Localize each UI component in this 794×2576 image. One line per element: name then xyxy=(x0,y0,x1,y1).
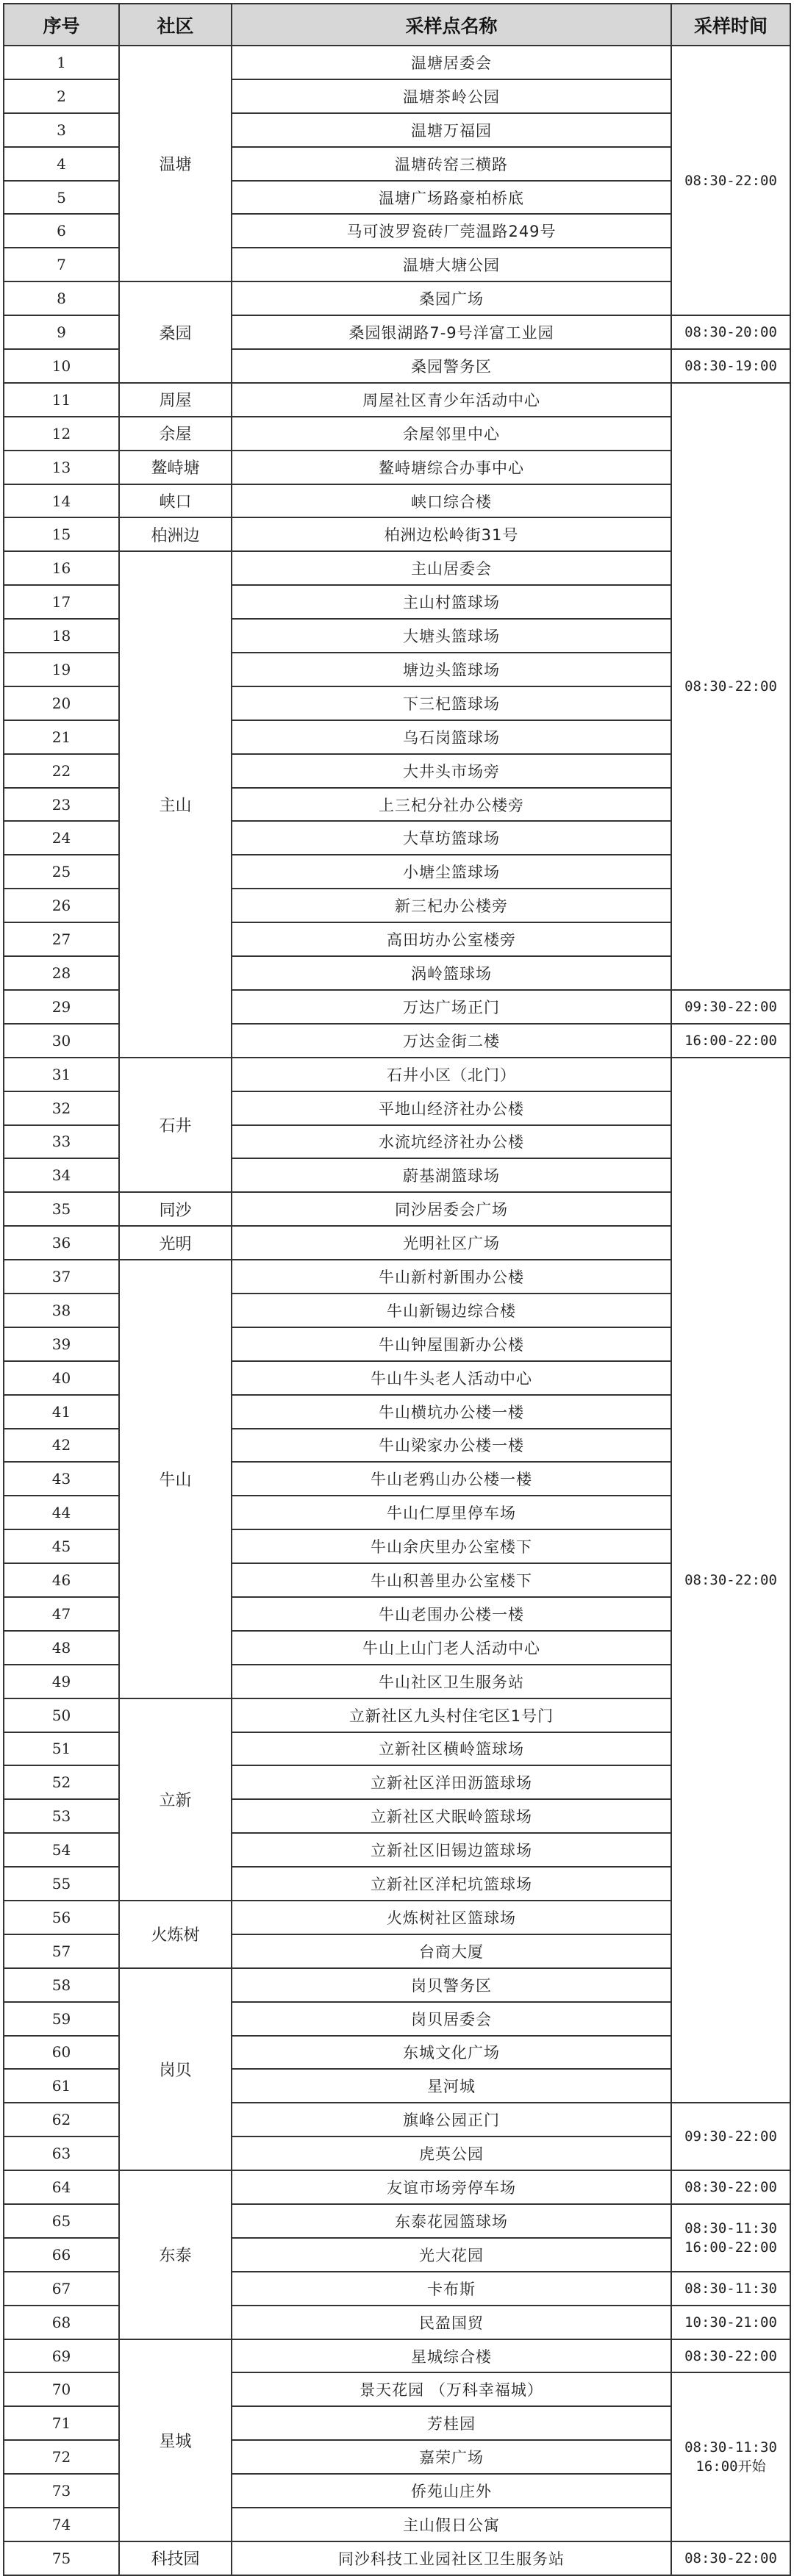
community-cell: 余屋 xyxy=(119,417,232,451)
row-number: 43 xyxy=(4,1462,119,1496)
row-number: 9 xyxy=(4,315,119,349)
row-number: 38 xyxy=(4,1294,119,1327)
row-number: 5 xyxy=(4,181,119,215)
row-number: 1 xyxy=(4,46,119,79)
header-community: 社区 xyxy=(119,4,232,46)
row-number: 72 xyxy=(4,2440,119,2474)
row-number: 53 xyxy=(4,1799,119,1833)
row-number: 22 xyxy=(4,754,119,788)
site-name: 温塘广场路豪柏桥底 xyxy=(232,181,671,215)
row-number: 37 xyxy=(4,1260,119,1294)
row-number: 21 xyxy=(4,720,119,754)
community-cell: 柏洲边 xyxy=(119,517,232,551)
site-name: 温塘砖窑三横路 xyxy=(232,147,671,181)
sampling-time-text: 08:30-22:00 xyxy=(684,172,777,189)
row-number: 33 xyxy=(4,1125,119,1159)
sampling-time-cell xyxy=(671,2204,790,2272)
site-name: 牛山新村新围办公楼 xyxy=(232,1260,671,1294)
row-number: 23 xyxy=(4,788,119,822)
community-cell: 岗贝 xyxy=(119,1968,232,2170)
table-row xyxy=(4,2339,790,2373)
sampling-time-text: 09:30-22:00 xyxy=(684,998,777,1015)
site-name: 余屋邻里中心 xyxy=(232,417,671,451)
site-name: 牛山老围办公楼一楼 xyxy=(232,1597,671,1631)
row-number: 65 xyxy=(4,2204,119,2238)
site-name: 石井小区（北门） xyxy=(232,1058,671,1091)
row-number: 47 xyxy=(4,1597,119,1631)
sampling-time-text: 08:30-22:00 xyxy=(684,1572,777,1589)
site-name: 立新社区旧锡边篮球场 xyxy=(232,1833,671,1867)
site-name: 塘边头篮球场 xyxy=(232,653,671,686)
site-name: 温塘万福园 xyxy=(232,113,671,147)
site-name: 牛山新锡边综合楼 xyxy=(232,1294,671,1327)
site-name: 桑园警务区 xyxy=(232,349,671,383)
site-name: 温塘大塘公园 xyxy=(232,248,671,281)
table-row xyxy=(4,2170,790,2204)
row-number: 75 xyxy=(4,2541,119,2575)
site-name: 温塘茶岭公园 xyxy=(232,79,671,113)
site-name: 牛山横坑办公楼一楼 xyxy=(232,1395,671,1429)
sampling-sites-sheet xyxy=(3,3,790,2576)
site-name: 主山居委会 xyxy=(232,551,671,585)
site-name: 柏洲边松岭街31号 xyxy=(232,517,671,551)
site-name: 涡岭篮球场 xyxy=(232,956,671,990)
community-cell: 科技园 xyxy=(119,2541,232,2575)
site-name: 牛山上山门老人活动中心 xyxy=(232,1631,671,1665)
site-name: 光明社区广场 xyxy=(232,1226,671,1260)
row-number: 62 xyxy=(4,2103,119,2136)
row-number: 69 xyxy=(4,2339,119,2373)
row-number: 2 xyxy=(4,79,119,113)
sampling-time-cell xyxy=(671,2541,790,2575)
site-name: 卡布斯 xyxy=(232,2272,671,2306)
site-name: 下三杞篮球场 xyxy=(232,686,671,720)
sampling-time-text: 16:00-22:00 xyxy=(684,1032,777,1049)
site-name: 侨苑山庄外 xyxy=(232,2474,671,2508)
table-row xyxy=(4,46,790,79)
sampling-time-cell xyxy=(671,2306,790,2339)
row-number: 68 xyxy=(4,2306,119,2339)
site-name: 旗峰公园正门 xyxy=(232,2103,671,2136)
site-name: 牛山牛头老人活动中心 xyxy=(232,1361,671,1395)
sampling-time-cell xyxy=(671,2170,790,2204)
site-name: 牛山老鸦山办公楼一楼 xyxy=(232,1462,671,1496)
row-number: 58 xyxy=(4,1968,119,2002)
site-name: 牛山社区卫生服务站 xyxy=(232,1665,671,1698)
sampling-time-text: 08:30-22:00 xyxy=(684,2347,777,2364)
row-number: 42 xyxy=(4,1429,119,1463)
site-name: 立新社区九头村住宅区1号门 xyxy=(232,1698,671,1732)
header-site: 采样点名称 xyxy=(232,4,671,46)
row-number: 44 xyxy=(4,1496,119,1529)
community-cell: 温塘 xyxy=(119,46,232,281)
community-cell: 牛山 xyxy=(119,1260,232,1698)
community-cell: 立新 xyxy=(119,1698,232,1901)
site-name: 民盈国贸 xyxy=(232,2306,671,2339)
row-number: 31 xyxy=(4,1058,119,1091)
row-number: 3 xyxy=(4,113,119,147)
row-number: 61 xyxy=(4,2069,119,2103)
site-name: 温塘居委会 xyxy=(232,46,671,79)
row-number: 19 xyxy=(4,653,119,686)
row-number: 24 xyxy=(4,821,119,855)
sampling-time-text: 08:30-11:30 xyxy=(684,2280,777,2297)
site-name: 立新社区洋杞坑篮球场 xyxy=(232,1867,671,1901)
site-name: 峡口综合楼 xyxy=(232,484,671,518)
community-cell: 峡口 xyxy=(119,484,232,518)
row-number: 7 xyxy=(4,248,119,281)
header-seq: 序号 xyxy=(4,4,119,46)
row-number: 41 xyxy=(4,1395,119,1429)
sampling-time-cell xyxy=(671,2272,790,2306)
row-number: 18 xyxy=(4,619,119,653)
row-number: 64 xyxy=(4,2170,119,2204)
site-name: 马可波罗瓷砖厂莞温路249号 xyxy=(232,214,671,248)
site-name: 嘉荣广场 xyxy=(232,2440,671,2474)
site-name: 火炼树社区篮球场 xyxy=(232,1901,671,1934)
row-number: 50 xyxy=(4,1698,119,1732)
row-number: 12 xyxy=(4,417,119,451)
header-row xyxy=(4,4,790,46)
row-number: 25 xyxy=(4,855,119,889)
site-name: 上三杞分社办公楼旁 xyxy=(232,788,671,822)
row-number: 74 xyxy=(4,2508,119,2541)
site-name: 岗贝居委会 xyxy=(232,2002,671,2036)
row-number: 28 xyxy=(4,956,119,990)
table-row xyxy=(4,2541,790,2575)
site-name: 桑园广场 xyxy=(232,281,671,315)
site-name: 立新社区横岭篮球场 xyxy=(232,1732,671,1766)
sampling-time-text: 08:30-20:00 xyxy=(684,324,777,341)
site-name: 虎英公园 xyxy=(232,2136,671,2170)
sampling-time-text: 08:30-22:00 xyxy=(684,2179,777,2196)
row-number: 39 xyxy=(4,1327,119,1361)
sampling-time-text: 16:00-22:00 xyxy=(684,2239,777,2256)
site-name: 岗贝警务区 xyxy=(232,1968,671,2002)
community-cell: 星城 xyxy=(119,2339,232,2541)
row-number: 57 xyxy=(4,1934,119,1968)
site-name: 周屋社区青少年活动中心 xyxy=(232,383,671,417)
site-name: 牛山梁家办公楼一楼 xyxy=(232,1429,671,1463)
site-name: 鳌峙塘综合办事中心 xyxy=(232,451,671,484)
community-cell: 鳌峙塘 xyxy=(119,451,232,484)
sampling-time-cell xyxy=(671,46,790,315)
site-name: 新三杞办公楼旁 xyxy=(232,889,671,922)
row-number: 4 xyxy=(4,147,119,181)
row-number: 55 xyxy=(4,1867,119,1901)
site-name: 蔚基湖篮球场 xyxy=(232,1158,671,1192)
site-name: 大井头市场旁 xyxy=(232,754,671,788)
row-number: 60 xyxy=(4,2036,119,2070)
site-name: 主山假日公寓 xyxy=(232,2508,671,2541)
site-name: 平地山经济社办公楼 xyxy=(232,1091,671,1125)
sampling-time-cell xyxy=(671,990,790,1024)
row-number: 15 xyxy=(4,517,119,551)
site-name: 小塘尘篮球场 xyxy=(232,855,671,889)
site-name: 高田坊办公室楼旁 xyxy=(232,922,671,956)
site-name: 芳桂园 xyxy=(232,2406,671,2440)
community-cell: 石井 xyxy=(119,1058,232,1193)
row-number: 54 xyxy=(4,1833,119,1867)
row-number: 59 xyxy=(4,2002,119,2036)
site-name: 台商大厦 xyxy=(232,1934,671,1968)
community-cell: 光明 xyxy=(119,1226,232,1260)
site-name: 同沙科技工业园社区卫生服务站 xyxy=(232,2541,671,2575)
site-name: 主山村篮球场 xyxy=(232,585,671,619)
community-cell: 主山 xyxy=(119,551,232,1057)
row-number: 48 xyxy=(4,1631,119,1665)
row-number: 63 xyxy=(4,2136,119,2170)
community-cell: 同沙 xyxy=(119,1192,232,1226)
row-number: 8 xyxy=(4,281,119,315)
row-number: 40 xyxy=(4,1361,119,1395)
site-name: 立新社区洋田沥篮球场 xyxy=(232,1765,671,1799)
community-cell: 东泰 xyxy=(119,2170,232,2339)
site-name: 乌石岗篮球场 xyxy=(232,720,671,754)
site-name: 友谊市场旁停车场 xyxy=(232,2170,671,2204)
row-number: 35 xyxy=(4,1192,119,1226)
community-cell: 周屋 xyxy=(119,383,232,417)
row-number: 36 xyxy=(4,1226,119,1260)
row-number: 27 xyxy=(4,922,119,956)
sampling-time-cell xyxy=(671,349,790,383)
row-number: 67 xyxy=(4,2272,119,2306)
sampling-time-cell xyxy=(671,2372,790,2541)
site-name: 桑园银湖路7-9号洋富工业园 xyxy=(232,315,671,349)
row-number: 49 xyxy=(4,1665,119,1698)
sampling-time-text: 08:30-22:00 xyxy=(684,2550,777,2566)
row-number: 29 xyxy=(4,990,119,1024)
row-number: 56 xyxy=(4,1901,119,1934)
row-number: 52 xyxy=(4,1765,119,1799)
row-number: 32 xyxy=(4,1091,119,1125)
sampling-time-text: 16:00开始 xyxy=(695,2458,766,2475)
site-name: 水流坑经济社办公楼 xyxy=(232,1125,671,1159)
row-number: 46 xyxy=(4,1563,119,1597)
row-number: 30 xyxy=(4,1024,119,1058)
site-name: 立新社区犬眠岭篮球场 xyxy=(232,1799,671,1833)
row-number: 13 xyxy=(4,451,119,484)
row-number: 26 xyxy=(4,889,119,922)
site-name: 牛山钟屋围新办公楼 xyxy=(232,1327,671,1361)
table-row xyxy=(4,383,790,417)
site-name: 万达金街二楼 xyxy=(232,1024,671,1058)
site-name: 同沙居委会广场 xyxy=(232,1192,671,1226)
site-name: 牛山余庆里办公室楼下 xyxy=(232,1529,671,1563)
site-name: 星城综合楼 xyxy=(232,2339,671,2373)
row-number: 16 xyxy=(4,551,119,585)
site-name: 东泰花园篮球场 xyxy=(232,2204,671,2238)
site-name: 东城文化广场 xyxy=(232,2036,671,2070)
row-number: 11 xyxy=(4,383,119,417)
row-number: 66 xyxy=(4,2238,119,2272)
sampling-time-cell xyxy=(671,1024,790,1058)
row-number: 6 xyxy=(4,214,119,248)
site-name: 大草坊篮球场 xyxy=(232,821,671,855)
sampling-time-cell xyxy=(671,2339,790,2373)
row-number: 10 xyxy=(4,349,119,383)
sampling-time-cell xyxy=(671,383,790,990)
row-number: 45 xyxy=(4,1529,119,1563)
site-name: 牛山仁厚里停车场 xyxy=(232,1496,671,1529)
site-name: 星河城 xyxy=(232,2069,671,2103)
sampling-time-text: 08:30-22:00 xyxy=(684,678,777,695)
community-cell: 桑园 xyxy=(119,281,232,383)
row-number: 70 xyxy=(4,2372,119,2406)
table-body xyxy=(4,46,790,2575)
site-name: 景天花园 （万科幸福城） xyxy=(232,2372,671,2406)
row-number: 73 xyxy=(4,2474,119,2508)
row-number: 17 xyxy=(4,585,119,619)
sampling-time-text: 08:30-11:30 xyxy=(684,2220,777,2236)
sampling-time-text: 10:30-21:00 xyxy=(684,2314,777,2331)
table-row xyxy=(4,1058,790,1091)
row-number: 20 xyxy=(4,686,119,720)
sampling-time-cell xyxy=(671,2103,790,2170)
site-name: 大塘头篮球场 xyxy=(232,619,671,653)
sampling-time-cell xyxy=(671,315,790,349)
sampling-time-cell xyxy=(671,1058,790,2103)
row-number: 34 xyxy=(4,1158,119,1192)
community-cell: 火炼树 xyxy=(119,1901,232,1968)
site-name: 万达广场正门 xyxy=(232,990,671,1024)
sampling-time-text: 09:30-22:00 xyxy=(684,2128,777,2145)
row-number: 14 xyxy=(4,484,119,518)
row-number: 51 xyxy=(4,1732,119,1766)
sampling-time-text: 08:30-11:30 xyxy=(684,2439,777,2456)
site-name: 光大花园 xyxy=(232,2238,671,2272)
row-number: 71 xyxy=(4,2406,119,2440)
header-time: 采样时间 xyxy=(671,4,790,46)
site-name: 牛山积善里办公室楼下 xyxy=(232,1563,671,1597)
sampling-sites-table xyxy=(3,3,791,2576)
sampling-time-text: 08:30-19:00 xyxy=(684,357,777,374)
